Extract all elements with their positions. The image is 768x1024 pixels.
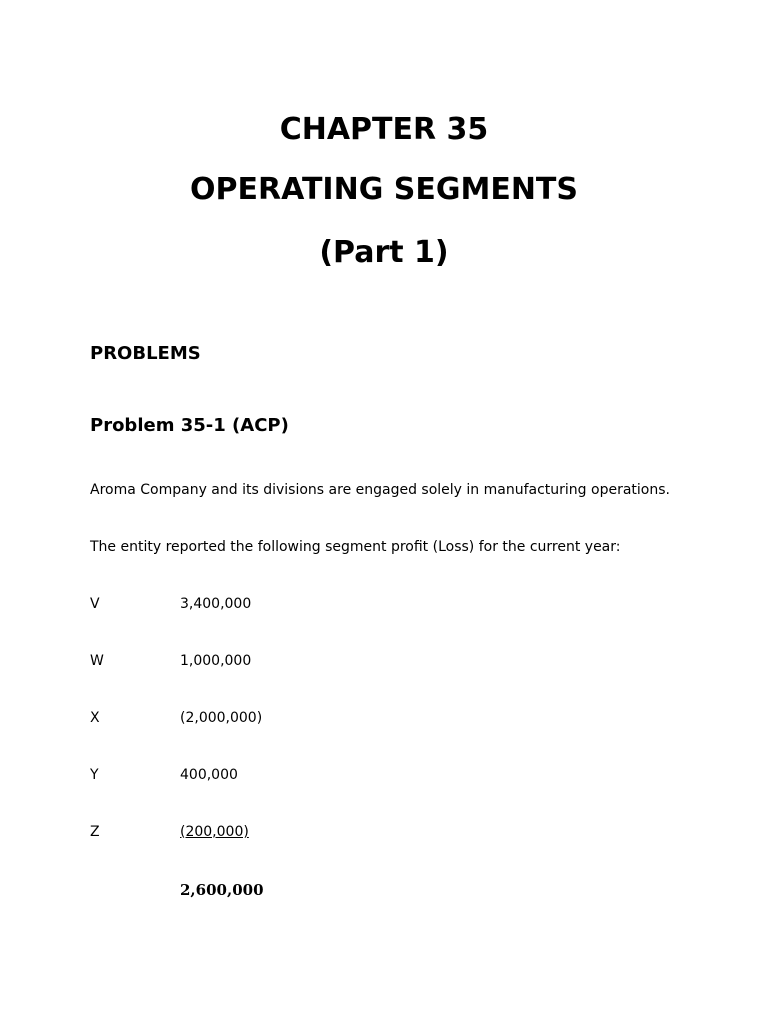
segment-name: V <box>90 596 100 612</box>
chapter-part: (Part 1) <box>319 235 449 270</box>
segment-name: W <box>90 653 104 669</box>
segment-row <box>90 766 490 784</box>
segment-amount: (200,000) <box>180 824 249 840</box>
segment-amount: 3,400,000 <box>180 596 252 612</box>
segment-amount: 400,000 <box>180 767 238 783</box>
segment-name: Y <box>90 767 99 783</box>
segment-amount: 1,000,000 <box>180 653 252 669</box>
problem-heading: Problem 35-1 (ACP) <box>90 415 289 436</box>
segment-name: Z <box>90 824 100 840</box>
segment-amount: (2,000,000) <box>180 710 263 726</box>
total-amount: 2,600,000 <box>180 881 264 899</box>
chapter-title: CHAPTER 35 <box>279 112 489 147</box>
paragraph-profit-intro: The entity reported the following segment profit (Loss) for the current year: <box>90 539 621 555</box>
chapter-subtitle: OPERATING SEGMENTS <box>189 172 579 207</box>
paragraph-intro: Aroma Company and its divisions are engaged solely in manufacturing operations. <box>90 482 670 498</box>
section-heading: PROBLEMS <box>90 343 201 364</box>
segment-row <box>90 823 490 841</box>
segment-row <box>90 595 490 613</box>
segment-row <box>90 709 490 727</box>
segment-row <box>90 652 490 670</box>
segment-name: X <box>90 710 100 726</box>
